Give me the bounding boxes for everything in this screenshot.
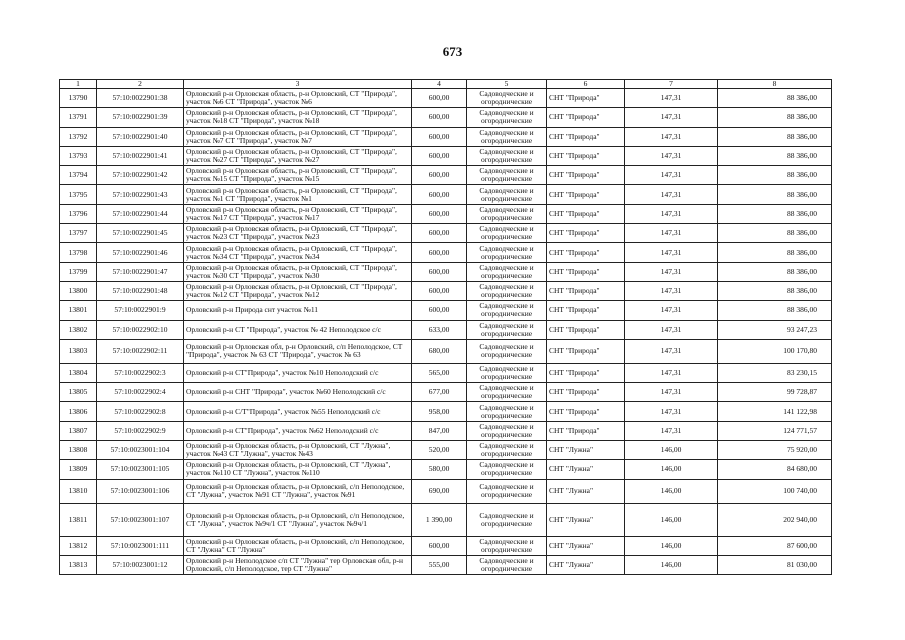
column-header: 5 xyxy=(467,80,547,89)
cadastral-value-cell: 88 386,00 xyxy=(718,281,832,300)
specific-value-cell: 147,31 xyxy=(625,320,718,339)
partnership-cell: СНТ "Природа" xyxy=(547,204,625,223)
row-number-cell: 13813 xyxy=(60,555,97,574)
area-cell: 680,00 xyxy=(412,339,467,363)
land-use-cell: Садоводческие и огороднические xyxy=(467,402,547,421)
specific-value-cell: 147,31 xyxy=(625,421,718,440)
cadastral-number-cell: 57:10:0023001:111 xyxy=(97,536,184,555)
column-header: 2 xyxy=(97,80,184,89)
column-header: 3 xyxy=(184,80,412,89)
address-cell: Орловский р-н Орловская область, р-н Орловский, СТ "Природа", участок №18 СТ "Природа", участок №18 xyxy=(184,108,412,127)
cadastral-number-cell: 57:10:0023001:12 xyxy=(97,555,184,574)
table-row xyxy=(60,108,832,127)
row-number-cell: 13806 xyxy=(60,402,97,421)
cadastral-number-cell: 57:10:0022902:10 xyxy=(97,320,184,339)
row-number-cell: 13811 xyxy=(60,503,97,536)
partnership-cell: СНТ "Лужна" xyxy=(547,503,625,536)
partnership-cell: СНТ "Природа" xyxy=(547,127,625,146)
table-row xyxy=(60,281,832,300)
table-row xyxy=(60,555,832,574)
area-cell: 600,00 xyxy=(412,281,467,300)
table-body xyxy=(60,89,832,575)
cadastral-number-cell: 57:10:0022902:8 xyxy=(97,402,184,421)
table-row xyxy=(60,320,832,339)
cadastral-number-cell: 57:10:0022901:39 xyxy=(97,108,184,127)
specific-value-cell: 146,00 xyxy=(625,536,718,555)
land-use-cell: Садоводческие и огороднические xyxy=(467,166,547,185)
cadastral-number-cell: 57:10:0022901:38 xyxy=(97,89,184,108)
table-row xyxy=(60,402,832,421)
cadastral-number-cell: 57:10:0022901:44 xyxy=(97,204,184,223)
partnership-cell: СНТ "Природа" xyxy=(547,224,625,243)
table-row xyxy=(60,146,832,165)
partnership-cell: СНТ "Природа" xyxy=(547,301,625,320)
partnership-cell: СНТ "Лужна" xyxy=(547,555,625,574)
cadastral-value-cell: 88 386,00 xyxy=(718,185,832,204)
table-row xyxy=(60,89,832,108)
area-cell: 1 390,00 xyxy=(412,503,467,536)
specific-value-cell: 146,00 xyxy=(625,460,718,479)
specific-value-cell: 146,00 xyxy=(625,441,718,460)
cadastral-value-cell: 124 771,57 xyxy=(718,421,832,440)
table-row xyxy=(60,339,832,363)
specific-value-cell: 147,31 xyxy=(625,301,718,320)
row-number-cell: 13794 xyxy=(60,166,97,185)
cadastral-value-cell: 88 386,00 xyxy=(718,243,832,262)
land-use-cell: Садоводческие и огороднические xyxy=(467,146,547,165)
area-cell: 600,00 xyxy=(412,301,467,320)
cadastral-value-cell: 88 386,00 xyxy=(718,89,832,108)
cadastral-value-cell: 88 386,00 xyxy=(718,127,832,146)
land-register-table xyxy=(59,79,832,575)
row-number-cell: 13810 xyxy=(60,479,97,503)
table-row xyxy=(60,224,832,243)
cadastral-value-cell: 88 386,00 xyxy=(718,166,832,185)
table-row xyxy=(60,185,832,204)
column-header: 8 xyxy=(718,80,832,89)
column-header: 4 xyxy=(412,80,467,89)
land-use-cell: Садоводческие и огороднические xyxy=(467,243,547,262)
area-cell: 600,00 xyxy=(412,262,467,281)
partnership-cell: СНТ "Природа" xyxy=(547,320,625,339)
cadastral-value-cell: 141 122,98 xyxy=(718,402,832,421)
cadastral-number-cell: 57:10:0022902:3 xyxy=(97,363,184,382)
cadastral-number-cell: 57:10:0022901:43 xyxy=(97,185,184,204)
row-number-cell: 13796 xyxy=(60,204,97,223)
address-cell: Орловский р-н С/Т"Природа", участок №55 Неполодский с/с xyxy=(184,402,412,421)
row-number-cell: 13802 xyxy=(60,320,97,339)
specific-value-cell: 147,31 xyxy=(625,402,718,421)
page-number: 673 xyxy=(442,44,463,59)
specific-value-cell: 147,31 xyxy=(625,243,718,262)
partnership-cell: СНТ "Природа" xyxy=(547,383,625,402)
row-number-cell: 13812 xyxy=(60,536,97,555)
address-cell: Орловский р-н Орловская область, р-н Орловский, СТ "Природа", участок №7 СТ "Природа", участок №7 xyxy=(184,127,412,146)
address-cell: Орловский р-н Орловская область, р-н Орловский, СТ "Лужна", участок №110 СТ "Лужна", участок №110 xyxy=(184,460,412,479)
area-cell: 600,00 xyxy=(412,185,467,204)
address-cell: Орловский р-н СНТ "Природа", участок №60 Неполодский с/с xyxy=(184,383,412,402)
cadastral-value-cell: 88 386,00 xyxy=(718,262,832,281)
area-cell: 600,00 xyxy=(412,146,467,165)
row-number-cell: 13799 xyxy=(60,262,97,281)
specific-value-cell: 147,31 xyxy=(625,166,718,185)
address-cell: Орловский р-н Орловская область, р-н Орловский, СТ "Природа", участок №17 СТ "Природа", участок №17 xyxy=(184,204,412,223)
cadastral-number-cell: 57:10:0022902:11 xyxy=(97,339,184,363)
partnership-cell: СНТ "Природа" xyxy=(547,185,625,204)
row-number-cell: 13800 xyxy=(60,281,97,300)
area-cell: 600,00 xyxy=(412,536,467,555)
partnership-cell: СНТ "Природа" xyxy=(547,402,625,421)
address-cell: Орловский р-н Орловская область, р-н Орловский, СТ "Природа", участок №27 СТ "Природа", участок №27 xyxy=(184,146,412,165)
partnership-cell: СНТ "Лужна" xyxy=(547,536,625,555)
area-cell: 958,00 xyxy=(412,402,467,421)
table-row xyxy=(60,536,832,555)
area-cell: 600,00 xyxy=(412,166,467,185)
specific-value-cell: 146,00 xyxy=(625,479,718,503)
address-cell: Орловский р-н Природа снт участок №11 xyxy=(184,301,412,320)
address-cell: Орловский р-н СТ"Природа", участок №10 Неполодский с/с xyxy=(184,363,412,382)
cadastral-number-cell: 57:10:0022901:42 xyxy=(97,166,184,185)
address-cell: Орловский р-н Орловская область, р-н Орловский, СТ "Природа", участок №23 СТ "Природа", участок №23 xyxy=(184,224,412,243)
address-cell: Орловский р-н Орловская область, р-н Орловский, СТ "Природа", участок №6 СТ "Природа", участок №6 xyxy=(184,89,412,108)
land-use-cell: Садоводческие и огороднические xyxy=(467,555,547,574)
row-number-cell: 13807 xyxy=(60,421,97,440)
partnership-cell: СНТ "Природа" xyxy=(547,339,625,363)
row-number-cell: 13795 xyxy=(60,185,97,204)
cadastral-number-cell: 57:10:0022901:48 xyxy=(97,281,184,300)
cadastral-value-cell: 88 386,00 xyxy=(718,301,832,320)
cadastral-number-cell: 57:10:0022901:40 xyxy=(97,127,184,146)
area-cell: 600,00 xyxy=(412,224,467,243)
row-number-cell: 13790 xyxy=(60,89,97,108)
land-use-cell: Садоводческие и огороднические xyxy=(467,108,547,127)
area-cell: 600,00 xyxy=(412,89,467,108)
address-cell: Орловский р-н Орловская область, р-н Орловский, СТ "Природа", участок №12 СТ "Природа", участок №12 xyxy=(184,281,412,300)
area-cell: 677,00 xyxy=(412,383,467,402)
table-row xyxy=(60,204,832,223)
land-use-cell: Садоводческие и огороднические xyxy=(467,339,547,363)
cadastral-value-cell: 100 170,80 xyxy=(718,339,832,363)
area-cell: 555,00 xyxy=(412,555,467,574)
land-use-cell: Садоводческие и огороднические xyxy=(467,224,547,243)
area-cell: 633,00 xyxy=(412,320,467,339)
address-cell: Орловский р-н Орловская область, р-н Орловский, СТ "Лужна", участок №43 СТ "Лужна", участок №43 xyxy=(184,441,412,460)
address-cell: Орловский р-н СТ "Природа", участок № 42 Неполодское с/с xyxy=(184,320,412,339)
specific-value-cell: 147,31 xyxy=(625,204,718,223)
specific-value-cell: 147,31 xyxy=(625,262,718,281)
land-use-cell: Садоводческие и огороднические xyxy=(467,536,547,555)
cadastral-value-cell: 88 386,00 xyxy=(718,108,832,127)
column-header: 1 xyxy=(60,80,97,89)
cadastral-number-cell: 57:10:0023001:107 xyxy=(97,503,184,536)
partnership-cell: СНТ "Природа" xyxy=(547,166,625,185)
row-number-cell: 13793 xyxy=(60,146,97,165)
specific-value-cell: 146,00 xyxy=(625,503,718,536)
land-use-cell: Садоводческие и огороднические xyxy=(467,127,547,146)
specific-value-cell: 147,31 xyxy=(625,108,718,127)
cadastral-value-cell: 81 030,00 xyxy=(718,555,832,574)
address-cell: Орловский р-н Орловская область, р-н Орловский, с/п Неполодское, СТ "Лужна" СТ "Лужна" xyxy=(184,536,412,555)
partnership-cell: СНТ "Природа" xyxy=(547,89,625,108)
specific-value-cell: 147,31 xyxy=(625,127,718,146)
land-use-cell: Садоводческие и огороднические xyxy=(467,89,547,108)
partnership-cell: СНТ "Природа" xyxy=(547,108,625,127)
land-use-cell: Садоводческие и огороднические xyxy=(467,383,547,402)
land-use-cell: Садоводческие и огороднические xyxy=(467,301,547,320)
address-cell: Орловский р-н Орловская область, р-н Орловский, с/п Неполодское, СТ "Лужна", участок №9ч/1 СТ "Лужна", участок №9ч/1 xyxy=(184,503,412,536)
cadastral-value-cell: 75 920,00 xyxy=(718,441,832,460)
area-cell: 600,00 xyxy=(412,127,467,146)
table-row xyxy=(60,479,832,503)
cadastral-value-cell: 202 940,00 xyxy=(718,503,832,536)
partnership-cell: СНТ "Природа" xyxy=(547,421,625,440)
land-use-cell: Садоводческие и огороднические xyxy=(467,441,547,460)
partnership-cell: СНТ "Лужна" xyxy=(547,441,625,460)
area-cell: 600,00 xyxy=(412,108,467,127)
cadastral-number-cell: 57:10:0022901:46 xyxy=(97,243,184,262)
address-cell: Орловский р-н Неполодское с/п СТ "Лужна" тер Орловская обл, р-н Орловский, с/п Неполодское, тер СТ "Лужна" xyxy=(184,555,412,574)
specific-value-cell: 147,31 xyxy=(625,224,718,243)
row-number-cell: 13804 xyxy=(60,363,97,382)
cadastral-value-cell: 88 386,00 xyxy=(718,224,832,243)
row-number-cell: 13798 xyxy=(60,243,97,262)
table-row xyxy=(60,243,832,262)
table-row xyxy=(60,503,832,536)
address-cell: Орловский р-н Орловская область, р-н Орловский, с/п Неполодское, СТ "Лужна", участок №91 СТ "Лужна", участок №91 xyxy=(184,479,412,503)
table-row xyxy=(60,127,832,146)
row-number-cell: 13805 xyxy=(60,383,97,402)
partnership-cell: СНТ "Природа" xyxy=(547,243,625,262)
specific-value-cell: 147,31 xyxy=(625,89,718,108)
cadastral-value-cell: 88 386,00 xyxy=(718,204,832,223)
land-register-table-container xyxy=(59,79,831,575)
cadastral-value-cell: 93 247,23 xyxy=(718,320,832,339)
partnership-cell: СНТ "Природа" xyxy=(547,146,625,165)
area-cell: 520,00 xyxy=(412,441,467,460)
row-number-cell: 13809 xyxy=(60,460,97,479)
area-cell: 580,00 xyxy=(412,460,467,479)
area-cell: 565,00 xyxy=(412,363,467,382)
table-row xyxy=(60,262,832,281)
specific-value-cell: 146,00 xyxy=(625,555,718,574)
land-use-cell: Садоводческие и огороднические xyxy=(467,262,547,281)
cadastral-value-cell: 87 600,00 xyxy=(718,536,832,555)
cadastral-number-cell: 57:10:0023001:106 xyxy=(97,479,184,503)
land-use-cell: Садоводческие и огороднические xyxy=(467,185,547,204)
specific-value-cell: 147,31 xyxy=(625,281,718,300)
specific-value-cell: 147,31 xyxy=(625,339,718,363)
row-number-cell: 13791 xyxy=(60,108,97,127)
address-cell: Орловский р-н Орловская область, р-н Орловский, СТ "Природа", участок №15 СТ "Природа", участок №15 xyxy=(184,166,412,185)
partnership-cell: СНТ "Природа" xyxy=(547,363,625,382)
land-use-cell: Садоводческие и огороднические xyxy=(467,479,547,503)
cadastral-number-cell: 57:10:0022902:4 xyxy=(97,383,184,402)
table-row xyxy=(60,421,832,440)
land-use-cell: Садоводческие и огороднические xyxy=(467,320,547,339)
cadastral-number-cell: 57:10:0023001:105 xyxy=(97,460,184,479)
land-use-cell: Садоводческие и огороднические xyxy=(467,204,547,223)
cadastral-value-cell: 99 728,87 xyxy=(718,383,832,402)
cadastral-number-cell: 57:10:0022901:41 xyxy=(97,146,184,165)
area-cell: 847,00 xyxy=(412,421,467,440)
column-header: 7 xyxy=(625,80,718,89)
row-number-cell: 13797 xyxy=(60,224,97,243)
partnership-cell: СНТ "Лужна" xyxy=(547,479,625,503)
cadastral-number-cell: 57:10:0022901:45 xyxy=(97,224,184,243)
header-row xyxy=(60,80,832,89)
cadastral-value-cell: 88 386,00 xyxy=(718,146,832,165)
row-number-cell: 13808 xyxy=(60,441,97,460)
specific-value-cell: 147,31 xyxy=(625,146,718,165)
table-row xyxy=(60,441,832,460)
table-row xyxy=(60,460,832,479)
specific-value-cell: 147,31 xyxy=(625,383,718,402)
row-number-cell: 13801 xyxy=(60,301,97,320)
area-cell: 600,00 xyxy=(412,243,467,262)
address-cell: Орловский р-н Орловская область, р-н Орловский, СТ "Природа", участок №1 СТ "Природа", участок №1 xyxy=(184,185,412,204)
cadastral-number-cell: 57:10:0023001:104 xyxy=(97,441,184,460)
table-row xyxy=(60,301,832,320)
specific-value-cell: 147,31 xyxy=(625,185,718,204)
cadastral-number-cell: 57:10:0022902:9 xyxy=(97,421,184,440)
cadastral-value-cell: 83 230,15 xyxy=(718,363,832,382)
specific-value-cell: 147,31 xyxy=(625,363,718,382)
cadastral-number-cell: 57:10:0022901:9 xyxy=(97,301,184,320)
land-use-cell: Садоводческие и огороднические xyxy=(467,421,547,440)
table-row xyxy=(60,363,832,382)
partnership-cell: СНТ "Природа" xyxy=(547,262,625,281)
cadastral-value-cell: 100 740,00 xyxy=(718,479,832,503)
address-cell: Орловский р-н СТ"Природа", участок №62 Неполодский с/с xyxy=(184,421,412,440)
table-row xyxy=(60,383,832,402)
land-use-cell: Садоводческие и огороднические xyxy=(467,503,547,536)
land-use-cell: Садоводческие и огороднические xyxy=(467,281,547,300)
land-use-cell: Садоводческие и огороднические xyxy=(467,460,547,479)
address-cell: Орловский р-н Орловская обл, р-н Орловский, с/п Неполодское, СТ "Природа", участок № 63 СТ "Природа", участок № 63 xyxy=(184,339,412,363)
address-cell: Орловский р-н Орловская область, р-н Орловский, СТ "Природа", участок №30 СТ "Природа", участок №30 xyxy=(184,262,412,281)
address-cell: Орловский р-н Орловская область, р-н Орловский, СТ "Природа", участок №34 СТ "Природа", участок №34 xyxy=(184,243,412,262)
area-cell: 690,00 xyxy=(412,479,467,503)
area-cell: 600,00 xyxy=(412,204,467,223)
column-header: 6 xyxy=(547,80,625,89)
land-use-cell: Садоводческие и огороднические xyxy=(467,363,547,382)
row-number-cell: 13803 xyxy=(60,339,97,363)
row-number-cell: 13792 xyxy=(60,127,97,146)
table-row xyxy=(60,166,832,185)
partnership-cell: СНТ "Лужна" xyxy=(547,460,625,479)
cadastral-number-cell: 57:10:0022901:47 xyxy=(97,262,184,281)
cadastral-value-cell: 84 680,00 xyxy=(718,460,832,479)
partnership-cell: СНТ "Природа" xyxy=(547,281,625,300)
